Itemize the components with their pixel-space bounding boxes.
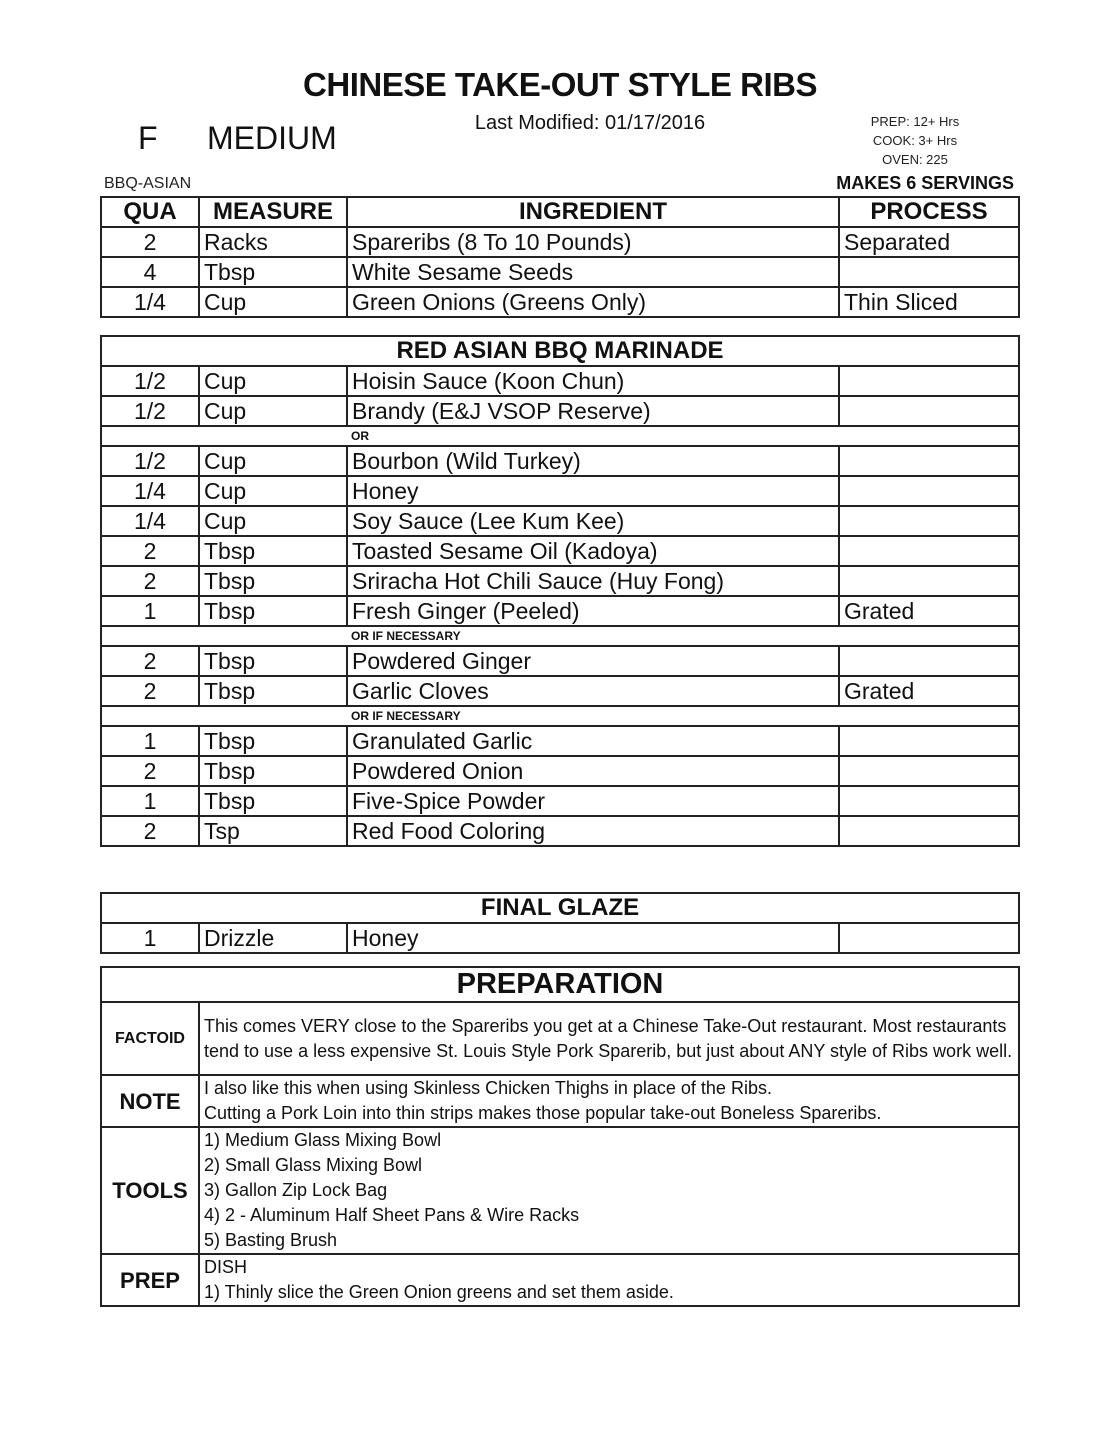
times xyxy=(850,112,980,169)
process: Grated xyxy=(839,596,1019,626)
content-line: Cutting a Pork Loin into thin strips makes those popular take-out Boneless Spareribs. xyxy=(204,1103,882,1123)
spacer xyxy=(839,706,1019,726)
measure: Drizzle xyxy=(199,923,347,953)
section-title: RED ASIAN BBQ MARINADE xyxy=(101,336,1019,366)
content-line: 5) Basting Brush xyxy=(204,1230,338,1250)
ingredient: Fresh Ginger (Peeled) xyxy=(347,596,839,626)
servings: MAKES 6 SERVINGS xyxy=(836,173,1014,193)
measure: Cup xyxy=(199,476,347,506)
content-line: 1) Medium Glass Mixing Bowl xyxy=(204,1130,442,1150)
category: BBQ-ASIAN xyxy=(104,175,192,192)
section-label: NOTE xyxy=(101,1075,199,1127)
content-line: DISH xyxy=(204,1257,248,1277)
ingredient-row xyxy=(101,396,1019,426)
measure: Tbsp xyxy=(199,786,347,816)
ingredient: Powdered Onion xyxy=(347,756,839,786)
quantity: 1/4 xyxy=(101,506,199,536)
content-line: I also like this when using Skinless Chicken Thighs in place of the Ribs. xyxy=(204,1078,772,1098)
quantity: 1 xyxy=(101,786,199,816)
ingredient: Spareribs (8 To 10 Pounds) xyxy=(347,227,839,257)
preparation-table xyxy=(100,966,1020,1307)
ingredient: Hoisin Sauce (Koon Chun) xyxy=(347,366,839,396)
ingredient: Soy Sauce (Lee Kum Kee) xyxy=(347,506,839,536)
alternative-row xyxy=(101,626,1019,646)
content-line: 3) Gallon Zip Lock Bag xyxy=(204,1180,388,1200)
content-line: 2) Small Glass Mixing Bowl xyxy=(204,1155,423,1175)
section-title: PREPARATION xyxy=(101,967,1019,1002)
content-line: This comes VERY close to the Spareribs you get at a Chinese Take-Out restaurant. Most restaurants tend to use a less expensive St. Louis Style Pork Sparerib, but just about ANY style of Ribs work well. xyxy=(204,1015,1013,1061)
quantity: 1 xyxy=(101,596,199,626)
process xyxy=(839,536,1019,566)
prep-section-factoid xyxy=(101,1002,1019,1075)
spacer xyxy=(101,426,347,446)
ingredient: Bourbon (Wild Turkey) xyxy=(347,446,839,476)
measure: Cup xyxy=(199,446,347,476)
process xyxy=(839,923,1019,953)
process: Separated xyxy=(839,227,1019,257)
measure: Cup xyxy=(199,506,347,536)
recipe-title: CHINESE TAKE-OUT STYLE RIBS xyxy=(303,66,817,103)
section-content xyxy=(199,1002,1019,1075)
section-label: PREP xyxy=(101,1254,199,1306)
ingredient: Sriracha Hot Chili Sauce (Huy Fong) xyxy=(347,566,839,596)
measure: Tsp xyxy=(199,816,347,846)
ingredient-row xyxy=(101,756,1019,786)
ingredient-row xyxy=(101,476,1019,506)
process xyxy=(839,476,1019,506)
section-label: FACTOID xyxy=(101,1002,199,1075)
measure: Tbsp xyxy=(199,726,347,756)
difficulty: MEDIUM xyxy=(207,120,337,156)
section-content xyxy=(199,1254,1019,1306)
measure: Tbsp xyxy=(199,257,347,287)
process xyxy=(839,566,1019,596)
ingredient: Honey xyxy=(347,476,839,506)
alternative-label: OR IF NECESSARY xyxy=(347,706,839,726)
ingredient-row xyxy=(101,596,1019,626)
ingredient-row xyxy=(101,446,1019,476)
alternative-label: OR xyxy=(347,426,839,446)
ingredient-row xyxy=(101,923,1019,953)
quantity: 2 xyxy=(101,646,199,676)
ingredient-row xyxy=(101,506,1019,536)
measure: Tbsp xyxy=(199,566,347,596)
quantity: 2 xyxy=(101,676,199,706)
quantity: 1 xyxy=(101,726,199,756)
quantity: 2 xyxy=(101,566,199,596)
process xyxy=(839,396,1019,426)
ingredient-row xyxy=(101,646,1019,676)
alternative-label: OR IF NECESSARY xyxy=(347,626,839,646)
section-title: FINAL GLAZE xyxy=(101,893,1019,923)
measure: Tbsp xyxy=(199,756,347,786)
marinade-table xyxy=(100,335,1020,847)
ingredient: Toasted Sesame Oil (Kadoya) xyxy=(347,536,839,566)
ingredient-row xyxy=(101,566,1019,596)
column-header-measure: MEASURE xyxy=(199,197,347,227)
spacer xyxy=(101,626,347,646)
process xyxy=(839,816,1019,846)
quantity: 1/2 xyxy=(101,396,199,426)
spacer xyxy=(839,426,1019,446)
process xyxy=(839,726,1019,756)
ingredient-row xyxy=(101,816,1019,846)
ingredient: Garlic Cloves xyxy=(347,676,839,706)
grade: F xyxy=(138,120,158,156)
oven-temp: OVEN: 225 xyxy=(882,152,948,167)
process xyxy=(839,756,1019,786)
measure: Tbsp xyxy=(199,596,347,626)
measure: Cup xyxy=(199,366,347,396)
column-header-process: PROCESS xyxy=(839,197,1019,227)
column-header-qua: QUA xyxy=(101,197,199,227)
process xyxy=(839,366,1019,396)
ingredient-row xyxy=(101,726,1019,756)
quantity: 4 xyxy=(101,257,199,287)
quantity: 1/2 xyxy=(101,366,199,396)
ingredient: Green Onions (Greens Only) xyxy=(347,287,839,317)
ingredient-row xyxy=(101,287,1019,317)
measure: Tbsp xyxy=(199,646,347,676)
process xyxy=(839,646,1019,676)
ingredient-row xyxy=(101,257,1019,287)
ingredient: Granulated Garlic xyxy=(347,726,839,756)
spacer xyxy=(839,626,1019,646)
prep-time: PREP: 12+ Hrs xyxy=(870,114,960,129)
ingredient: Five-Spice Powder xyxy=(347,786,839,816)
ingredient-row xyxy=(101,786,1019,816)
alternative-row xyxy=(101,426,1019,446)
section-content xyxy=(199,1127,1019,1254)
spacer xyxy=(101,706,347,726)
ingredient-row xyxy=(101,676,1019,706)
measure: Cup xyxy=(199,287,347,317)
ingredient: Brandy (E&J VSOP Reserve) xyxy=(347,396,839,426)
alternative-row xyxy=(101,706,1019,726)
prep-section-tools xyxy=(101,1127,1019,1254)
quantity: 2 xyxy=(101,536,199,566)
prep-section-prep xyxy=(101,1254,1019,1306)
quantity: 2 xyxy=(101,227,199,257)
measure: Racks xyxy=(199,227,347,257)
content-line: 4) 2 - Aluminum Half Sheet Pans & Wire Racks xyxy=(204,1205,580,1225)
measure: Tbsp xyxy=(199,536,347,566)
process: Grated xyxy=(839,676,1019,706)
content-line: 1) Thinly slice the Green Onion greens and set them aside. xyxy=(204,1282,674,1302)
quantity: 1/2 xyxy=(101,446,199,476)
ingredient: Red Food Coloring xyxy=(347,816,839,846)
ingredient-row xyxy=(101,227,1019,257)
section-content xyxy=(199,1075,1019,1127)
ingredients-table xyxy=(100,196,1020,318)
ingredient: Powdered Ginger xyxy=(347,646,839,676)
process: Thin Sliced xyxy=(839,287,1019,317)
process xyxy=(839,446,1019,476)
quantity: 1/4 xyxy=(101,476,199,506)
ingredient-row xyxy=(101,366,1019,396)
ingredient: Honey xyxy=(347,923,839,953)
last-modified: Last Modified: 01/17/2016 xyxy=(474,112,706,134)
prep-section-note xyxy=(101,1075,1019,1127)
quantity: 2 xyxy=(101,816,199,846)
measure: Cup xyxy=(199,396,347,426)
cook-time: COOK: 3+ Hrs xyxy=(872,133,958,148)
ingredient: White Sesame Seeds xyxy=(347,257,839,287)
measure: Tbsp xyxy=(199,676,347,706)
ingredient-row xyxy=(101,536,1019,566)
quantity: 2 xyxy=(101,756,199,786)
section-label: TOOLS xyxy=(101,1127,199,1254)
quantity: 1/4 xyxy=(101,287,199,317)
quantity: 1 xyxy=(101,923,199,953)
column-header-ingredient: INGREDIENT xyxy=(347,197,839,227)
glaze-table xyxy=(100,892,1020,954)
process xyxy=(839,506,1019,536)
process xyxy=(839,257,1019,287)
process xyxy=(839,786,1019,816)
